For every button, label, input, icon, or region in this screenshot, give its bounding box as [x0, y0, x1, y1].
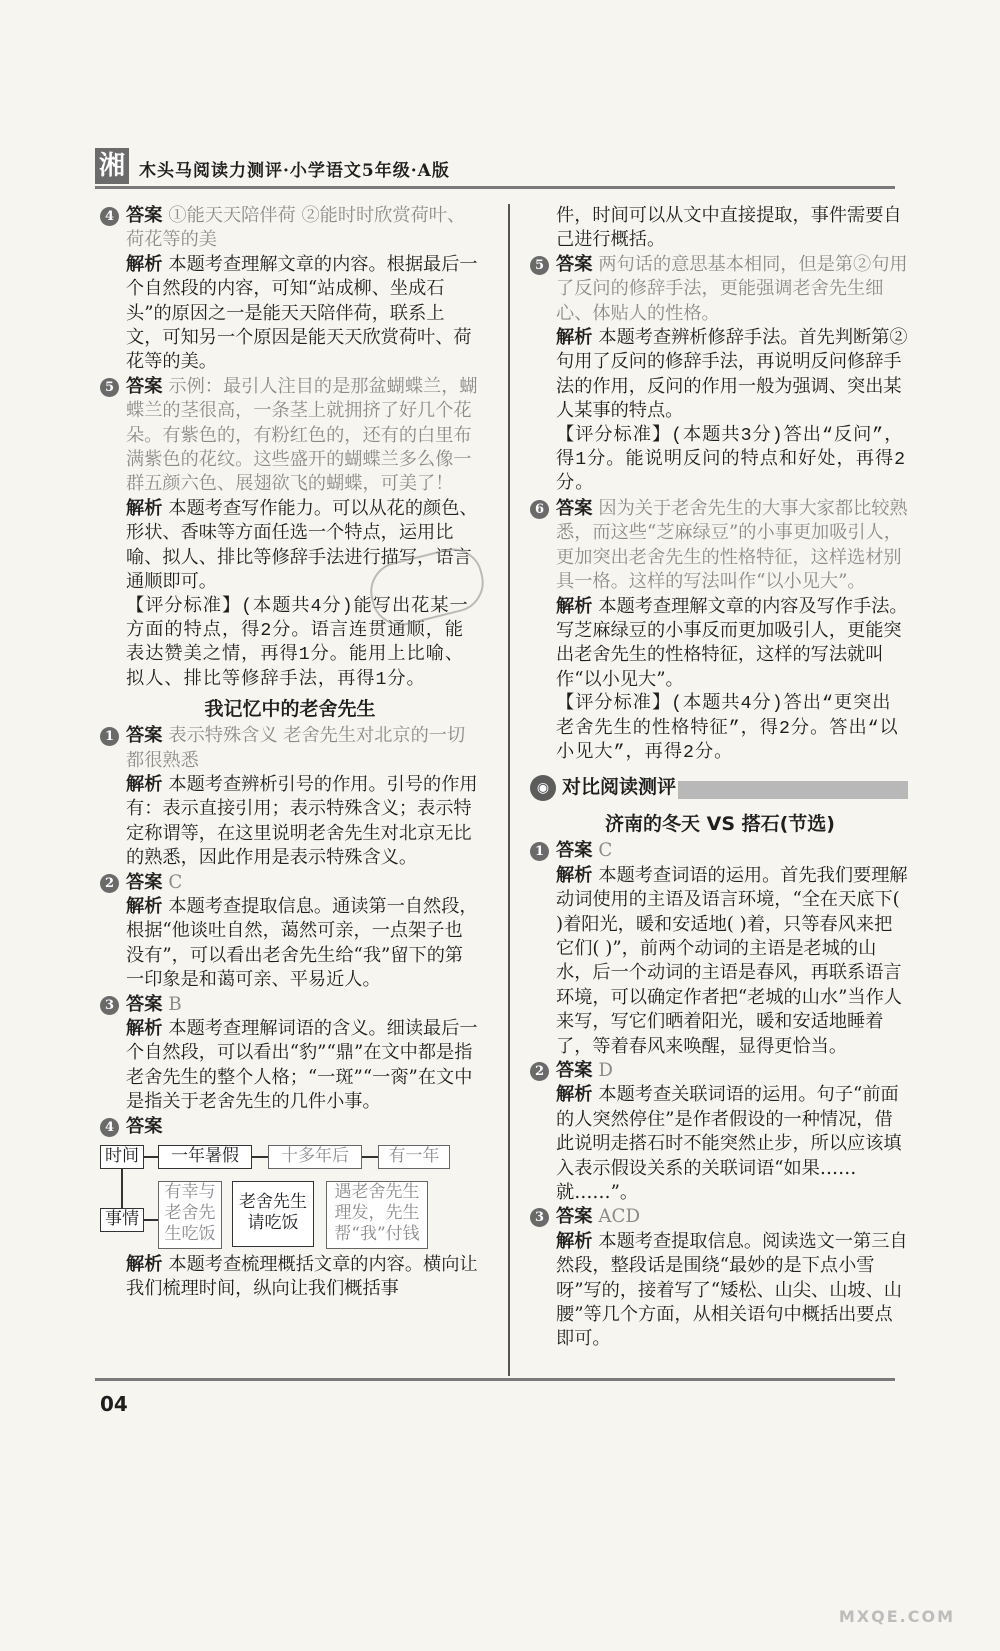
analysis-label: 解析	[556, 1230, 593, 1252]
analysis-label: 解析	[126, 497, 163, 519]
answer-text: ①能天天陪伴荷 ②能时时欣赏荷叶、荷花等的美	[126, 205, 466, 251]
question-number: 4	[100, 1118, 119, 1137]
analysis-text: 本题考查写作能力。可以从花的颜色、形状、香味等方面任选一个特点，运用比喻、拟人、排比等修辞手法进行描写，语言通顺即可。	[126, 497, 478, 593]
analysis-label: 解析	[556, 864, 593, 886]
continued-analysis: 件，时间可以从文中直接提取，事件需要自己进行概括。	[556, 205, 902, 251]
banner-bar	[678, 781, 908, 799]
question-number: 3	[100, 996, 119, 1015]
analysis-text: 本题考查辨析引号的作用。引号的作用有：表示直接引用；表示特殊含义；表示特定称谓等，在这里说明老舍先生对北京无比的熟悉，因此作用是表示特殊含义。	[126, 773, 478, 869]
question-6	[530, 497, 910, 765]
scoring-standard: 【评分标准】(本题共4分)能写出花某一方面的特点，得2分。语言连贯通顺，能表达赞美之情，再得1分。能用上比喻、拟人、排比等修辞手法，再得1分。	[126, 596, 469, 690]
continued-text	[530, 204, 910, 253]
book-title: 木头马阅读力测评·小学语文5年级·A版	[139, 161, 450, 181]
answer-text: D	[598, 1060, 613, 1081]
analysis-text: 本题考查梳理概括文章的内容。横向让我们梳理时间，纵向让我们概括事	[126, 1254, 478, 1300]
event-box-2: 老舍先生请吃饭	[232, 1181, 314, 1247]
analysis-label: 解析	[126, 1254, 163, 1276]
analysis-text: 本题考查关联词语的运用。句子“前面的人突然停住”是作者假设的一种情况，借此说明走搭石时不能突然止步，所以应该填入表示假设关系的关联词语“如果……就……”。	[556, 1084, 902, 1204]
connector	[144, 1219, 158, 1221]
answer-label: 答案	[126, 871, 163, 893]
analysis-text: 本题考查理解文章的内容及写作手法。写芝麻绿豆的小事反而更加吸引人，更能突出老舍先生的性格特征，这样的写法就叫作“以小见大”。	[556, 595, 908, 690]
question-number: 6	[530, 500, 549, 519]
connector	[362, 1156, 378, 1158]
question-number: 2	[100, 874, 119, 893]
question-number: 3	[530, 1208, 549, 1227]
owl-icon: ◉	[530, 775, 556, 801]
answer-label: 答案	[556, 497, 593, 519]
analysis-text: 本题考查理解词语的含义。细读最后一个自然段，可以看出“豹”“鼎”在文中都是指老舍先生的整个人格；“一斑”“一脔”在文中是指关于老舍先生的几件小事。	[126, 1018, 478, 1113]
analysis-text: 本题考查词语的运用。首先我们要理解动词使用的主语及语言环境，“全在天底下( )着阳光，暖和安适地( )着，只等春风来把它们( )”，前两个动词的主语是老城的山水，后一个动词的主语是春风，再联系语言环境，可以确定作者把“老城的山水”当作人来写，写它们晒着阳光，暖和安适地睡着了，等着春风来唤醒，显得更恰当。	[556, 864, 908, 1057]
answer-text: 表示特殊含义 老舍先生对北京的一切都很熟悉	[126, 725, 466, 771]
column-divider	[508, 204, 510, 1376]
question-2	[100, 871, 480, 993]
scoring-standard: 【评分标准】(本题共4分)答出“更突出老舍先生的性格特征”，得2分。答出“以小见大”，再得2分。	[556, 694, 899, 763]
analysis-label: 解析	[126, 895, 163, 917]
question-3	[530, 1205, 910, 1351]
answer-label: 答案	[126, 993, 163, 1015]
question-3	[100, 993, 480, 1115]
analysis-label: 解析	[126, 1018, 163, 1039]
event-box-3: 遇老舍先生理发，先生帮“我”付钱	[326, 1181, 428, 1249]
answer-label: 答案	[126, 375, 163, 397]
analysis-label: 解析	[556, 1084, 593, 1106]
analysis-label: 解析	[556, 327, 593, 349]
answer-label: 答案	[556, 840, 593, 862]
answer-text: B	[168, 993, 182, 1015]
right-column	[530, 204, 910, 1352]
page-header	[95, 148, 895, 190]
footer-rule	[95, 1378, 895, 1381]
scoring-standard: 【评分标准】(本题共3分)答出“反问”，得1分。能说明反问的特点和好处，再得2分。	[556, 425, 907, 495]
answer-label: 答案	[556, 1206, 593, 1228]
time-box-3: 有一年	[378, 1145, 450, 1169]
page-number: 04	[100, 1392, 128, 1416]
answer-label: 答案	[126, 205, 163, 226]
question-number: 1	[100, 727, 119, 746]
comparison-reading-banner	[530, 773, 910, 807]
analysis-text: 本题考查辨析修辞手法。首先判断第②句用了反问的修辞手法，再说明反问修辞手法的作用，反问的作用一般为强调、突出某人某事的特点。	[556, 327, 908, 422]
analysis-text: 本题考查提取信息。阅读选文一第三自然段，整段话是围绕“最妙的是下点小雪呀”写的，接着写了“矮松、山尖、山坡、山腰”等几个方面，从相关语句中概括出要点即可。	[556, 1230, 908, 1350]
connector	[252, 1156, 268, 1158]
answer-label: 答案	[556, 1060, 593, 1081]
analysis-label: 解析	[556, 595, 593, 617]
answer-text: C	[598, 840, 613, 862]
question-4	[100, 204, 480, 375]
question-5	[530, 253, 910, 497]
series-badge: 湘	[95, 148, 129, 184]
header-rule	[95, 186, 895, 189]
event-box-1: 有幸与老舍先生吃饭	[158, 1181, 222, 1249]
time-box-2: 十多年后	[268, 1145, 362, 1169]
answer-label: 答案	[556, 253, 593, 275]
left-column	[100, 204, 480, 1302]
answer-text: 因为关于老舍先生的大事大家都比较熟悉，而这些“芝麻绿豆”的小事更加吸引人，更加突出老舍先生的性格特征，这样选材别具一格。这样的写法叫作“以小见大”。	[556, 497, 908, 593]
connector	[121, 1168, 123, 1208]
question-1	[530, 839, 910, 1059]
event-label-box: 事情	[100, 1208, 144, 1232]
time-label-box: 时间	[100, 1145, 144, 1169]
question-number: 4	[100, 207, 119, 226]
section-title: 我记忆中的老舍先生	[204, 698, 376, 721]
answer-text: 示例：最引人注目的是那盆蝴蝶兰，蝴蝶兰的茎很高，一条茎上就拥挤了好几个花朵。有紫色的，有粉红色的，还有的白里布满紫色的花纹。这些盛开的蝴蝶兰多么像一群五颜六色、展翅欲飞的蝴蝶，可美了！	[126, 375, 478, 495]
question-2	[530, 1059, 910, 1205]
question-4-analysis	[100, 1253, 480, 1302]
answer-text: C	[168, 871, 183, 893]
analysis-label: 解析	[126, 253, 163, 275]
section-title: 济南的冬天 VS 搭石(节选)	[605, 813, 835, 836]
answer-text: ACD	[598, 1206, 641, 1228]
analysis-text: 本题考查理解文章的内容。根据最后一个自然段的内容，可知“站成柳、坐成石头”的原因之一是能天天陪伴荷，联系上文，可知另一个原因是能天天欣赏荷叶、荷花等的美。	[126, 253, 478, 373]
question-5	[100, 375, 480, 692]
analysis-text: 本题考查提取信息。通读第一自然段，根据“他谈吐自然，蔼然可亲，一点架子也没有”，可以看出老舍先生给“我”留下的第一印象是和蔼可亲、平易近人。	[126, 895, 478, 991]
analysis-label: 解析	[126, 773, 163, 795]
answer-text: 两句话的意思基本相同，但是第②句用了反问的修辞手法，更能强调老舍先生细心、体贴人的性格。	[556, 253, 908, 324]
answer-label: 答案	[126, 1115, 163, 1137]
question-1	[100, 724, 480, 870]
time-box-1: 一年暑假	[158, 1145, 252, 1169]
banner-title: 对比阅读测评	[562, 776, 677, 799]
question-4-flow	[100, 1115, 480, 1139]
question-number: 2	[530, 1062, 549, 1081]
question-number: 1	[530, 842, 549, 861]
site-watermark: MXQE.COM	[838, 1607, 955, 1626]
answer-label: 答案	[126, 725, 163, 747]
connector	[144, 1156, 158, 1158]
question-number: 5	[100, 378, 119, 397]
question-number: 5	[530, 256, 549, 275]
